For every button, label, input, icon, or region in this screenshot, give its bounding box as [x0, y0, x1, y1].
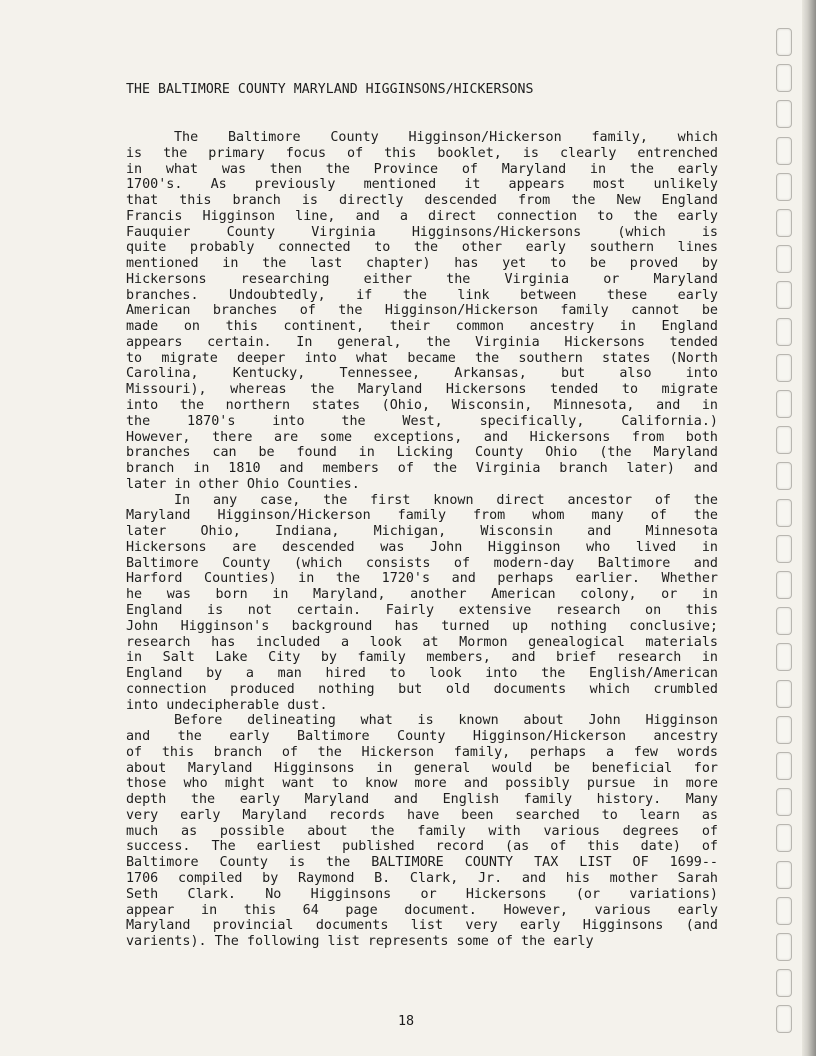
- text-line: Fauquier County Virginia Higginsons/Hickersons (which is: [126, 224, 718, 240]
- binding-hole: [776, 680, 792, 708]
- text-line: Seth Clark. No Higginsons or Hickersons (or variations): [126, 886, 718, 902]
- text-line: Maryland Higginson/Hickerson family from whom many of the: [126, 508, 718, 524]
- text-line: into undecipherable dust.: [126, 697, 328, 713]
- text-line: and the early Baltimore County Higginson/Hickerson ancestry: [126, 729, 718, 745]
- binding-hole: [776, 137, 792, 165]
- text-line: much as possible about the family with various degrees of: [126, 823, 718, 839]
- paragraph-2: [126, 493, 718, 714]
- text-line: quite probably connected to the other early southern lines: [126, 240, 718, 256]
- binding-hole: [776, 245, 792, 273]
- binding-hole: [776, 173, 792, 201]
- binding-hole: [776, 861, 792, 889]
- text-line: branches. Undoubtedly, if the link between these early: [126, 287, 718, 303]
- text-line: made on this continent, their common ancestry in England: [126, 319, 718, 335]
- paragraph-1: [126, 130, 718, 493]
- binding-hole: [776, 281, 792, 309]
- text-line: In any case, the first known direct ancestor of the: [174, 492, 718, 508]
- body-text: [126, 130, 718, 950]
- binding-hole: [776, 788, 792, 816]
- text-line: 1706 compiled by Raymond B. Clark, Jr. and his mother Sarah: [126, 870, 718, 886]
- text-line: later in other Ohio Counties.: [126, 476, 360, 492]
- text-line: into the northern states (Ohio, Wisconsin, Minnesota, and in: [126, 398, 718, 414]
- text-line: very early Maryland records have been searched to learn as: [126, 807, 718, 823]
- text-line: research has included a look at Mormon genealogical materials: [126, 634, 718, 650]
- text-line: England is not certain. Fairly extensive research on this: [126, 602, 718, 618]
- text-line: Baltimore County (which consists of modern-day Baltimore and: [126, 555, 718, 571]
- binding-hole: [776, 571, 792, 599]
- binding-hole: [776, 824, 792, 852]
- text-line: is the primary focus of this booklet, is clearly entrenched: [126, 145, 718, 161]
- text-line: branches can be found in Licking County Ohio (the Maryland: [126, 445, 718, 461]
- text-line: in Salt Lake City by family members, and brief research in: [126, 650, 718, 666]
- text-line: appear in this 64 page document. However, various early: [126, 902, 718, 918]
- binding-hole: [776, 426, 792, 454]
- binding-hole: [776, 100, 792, 128]
- binding-hole: [776, 390, 792, 418]
- text-line: about Maryland Higginsons in general would be beneficial for: [126, 760, 718, 776]
- paragraph-3: [126, 713, 718, 949]
- text-line: Before delineating what is known about John Higginson: [174, 713, 718, 729]
- text-line: branch in 1810 and members of the Virginia branch later) and: [126, 461, 718, 477]
- text-line: that this branch is directly descended from the New England: [126, 193, 718, 209]
- text-line: depth the early Maryland and English family history. Many: [126, 792, 718, 808]
- binding-hole: [776, 643, 792, 671]
- text-line: he was born in Maryland, another American colony, or in: [126, 587, 718, 603]
- text-line: later Ohio, Indiana, Michigan, Wisconsin and Minnesota: [126, 524, 718, 540]
- binding-hole: [776, 318, 792, 346]
- text-line: varients). The following list represents some of the early: [126, 934, 594, 950]
- text-line: Maryland provincial documents list very early Higginsons (and: [126, 918, 718, 934]
- text-line: connection produced nothing but old documents which crumbled: [126, 681, 718, 697]
- binding-hole: [776, 716, 792, 744]
- page-number: 18: [398, 1014, 415, 1029]
- text-line: to migrate deeper into what became the southern states (North: [126, 350, 718, 366]
- binding-hole: [776, 462, 792, 490]
- text-line: success. The earliest published record (as of this date) of: [126, 839, 718, 855]
- binding-hole: [776, 499, 792, 527]
- binding-hole: [776, 607, 792, 635]
- binding-hole: [776, 969, 792, 997]
- text-line: Carolina, Kentucky, Tennessee, Arkansas, but also into: [126, 366, 718, 382]
- binding-hole: [776, 752, 792, 780]
- text-line: in what was then the Province of Maryland in the early: [126, 161, 718, 177]
- text-line: 1700's. As previously mentioned it appears most unlikely: [126, 177, 718, 193]
- text-line: Francis Higginson line, and a direct connection to the early: [126, 208, 718, 224]
- binding-hole: [776, 354, 792, 382]
- text-line: England by a man hired to look into the English/American: [126, 666, 718, 682]
- text-line: Hickersons researching either the Virginia or Maryland: [126, 271, 718, 287]
- binding-hole: [776, 1005, 792, 1033]
- binding-hole: [776, 28, 792, 56]
- text-line: Missouri), whereas the Maryland Hickersons tended to migrate: [126, 382, 718, 398]
- text-line: American branches of the Higginson/Hickerson family cannot be: [126, 303, 718, 319]
- binding-hole: [776, 64, 792, 92]
- binding-holes: [776, 28, 796, 1038]
- binding-hole: [776, 897, 792, 925]
- text-line: appears certain. In general, the Virginia Hickersons tended: [126, 334, 718, 350]
- text-line: mentioned in the last chapter) has yet to be proved by: [126, 256, 718, 272]
- text-line: John Higginson's background has turned up nothing conclusive;: [126, 618, 718, 634]
- binding-hole: [776, 933, 792, 961]
- text-line: The Baltimore County Higginson/Hickerson family, which: [174, 130, 718, 145]
- page-title: THE BALTIMORE COUNTY MARYLAND HIGGINSONS/HICKERSONS: [126, 82, 534, 97]
- text-line: those who might want to know more and possibly pursue in more: [126, 776, 718, 792]
- text-line: However, there are some exceptions, and Hickersons from both: [126, 429, 718, 445]
- binding-hole: [776, 535, 792, 563]
- text-line: Baltimore County is the BALTIMORE COUNTY TAX LIST OF 1699--: [126, 855, 718, 871]
- text-line: of this branch of the Hickerson family, perhaps a few words: [126, 744, 718, 760]
- text-line: the 1870's into the West, specifically, California.): [126, 413, 718, 429]
- binding-hole: [776, 209, 792, 237]
- comb-binding-edge: [802, 0, 816, 1056]
- text-line: Harford Counties) in the 1720's and perhaps earlier. Whether: [126, 571, 718, 587]
- text-line: Hickersons are descended was John Higginson who lived in: [126, 539, 718, 555]
